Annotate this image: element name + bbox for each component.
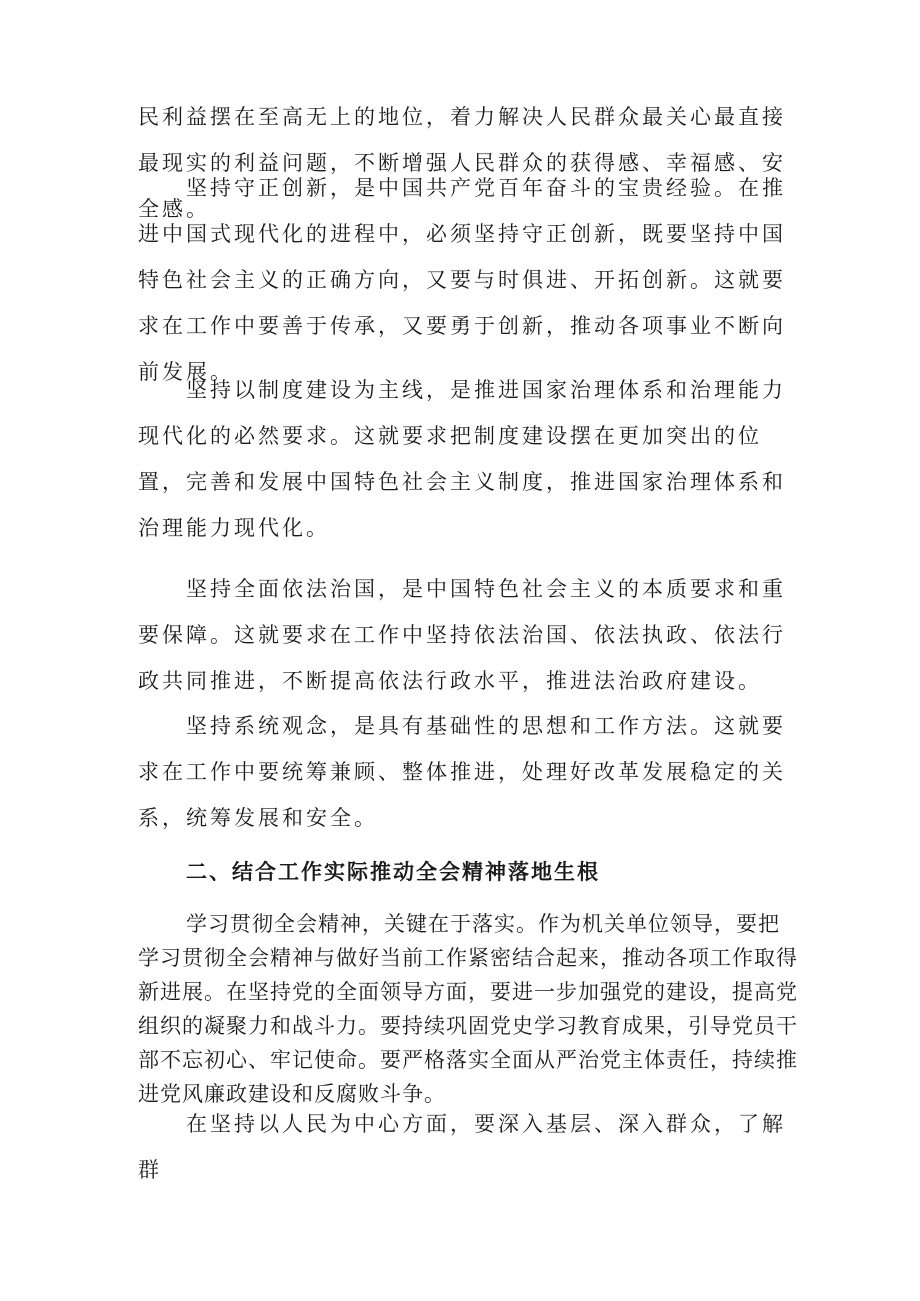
paragraph-institution-building: 坚持以制度建设为主线，是推进国家治理体系和治理能力现代化的必然要求。这就要求把制度建设摆在更加突出的位置，完善和发展中国特色社会主义制度，推进国家治理体系和治理能力现代化。 xyxy=(138,378,786,540)
paragraph-implementation: 学习贯彻全会精神，关键在于落实。作为机关单位领导，要把学习贯彻全会精神与做好当前工作紧密结合起来，推动各项工作取得新进展。在坚持党的全面领导方面，要进一步加强党的建设，提高党组织的凝聚力和战斗力。要持续巩固党史学习教育成果，引导党员干部不忘初心、牢记使命。要严格落实全面从严治党主体责任，持续推进党风廉政建设和反腐败斗争。 xyxy=(138,912,798,1106)
paragraph-people-centered: 在坚持以人民为中心方面，要深入基层、深入群众，了解群 xyxy=(138,1112,786,1182)
paragraph-systems-thinking: 坚持系统观念，是具有基础性的思想和工作方法。这就要求在工作中要统筹兼顾、整体推进，处理好改革发展稳定的关系，统筹发展和安全。 xyxy=(138,714,786,830)
paragraph-people-interests: 民利益摆在至高无上的地位，着力解决人民群众最关心最直接最现实的利益问题，不断增强人民群众的获得感、幸福感、安全感。 xyxy=(138,105,786,221)
section-heading: 二、结合工作实际推动全会精神落地生根 xyxy=(186,859,600,884)
paragraph-innovation: 坚持守正创新，是中国共产党百年奋斗的宝贵经验。在推进中国式现代化的进程中，必须坚持守正创新，既要坚持中国特色社会主义的正确方向，又要与时俱进、开拓创新。这就要求在工作中要善于传承，又要勇于创新，推动各项事业不断向前发展。 xyxy=(138,176,786,384)
paragraph-rule-of-law: 坚持全面依法治国，是中国特色社会主义的本质要求和重要保障。这就要求在工作中坚持依法治国、依法执政、依法行政共同推进，不断提高依法行政水平，推进法治政府建设。 xyxy=(138,577,786,693)
